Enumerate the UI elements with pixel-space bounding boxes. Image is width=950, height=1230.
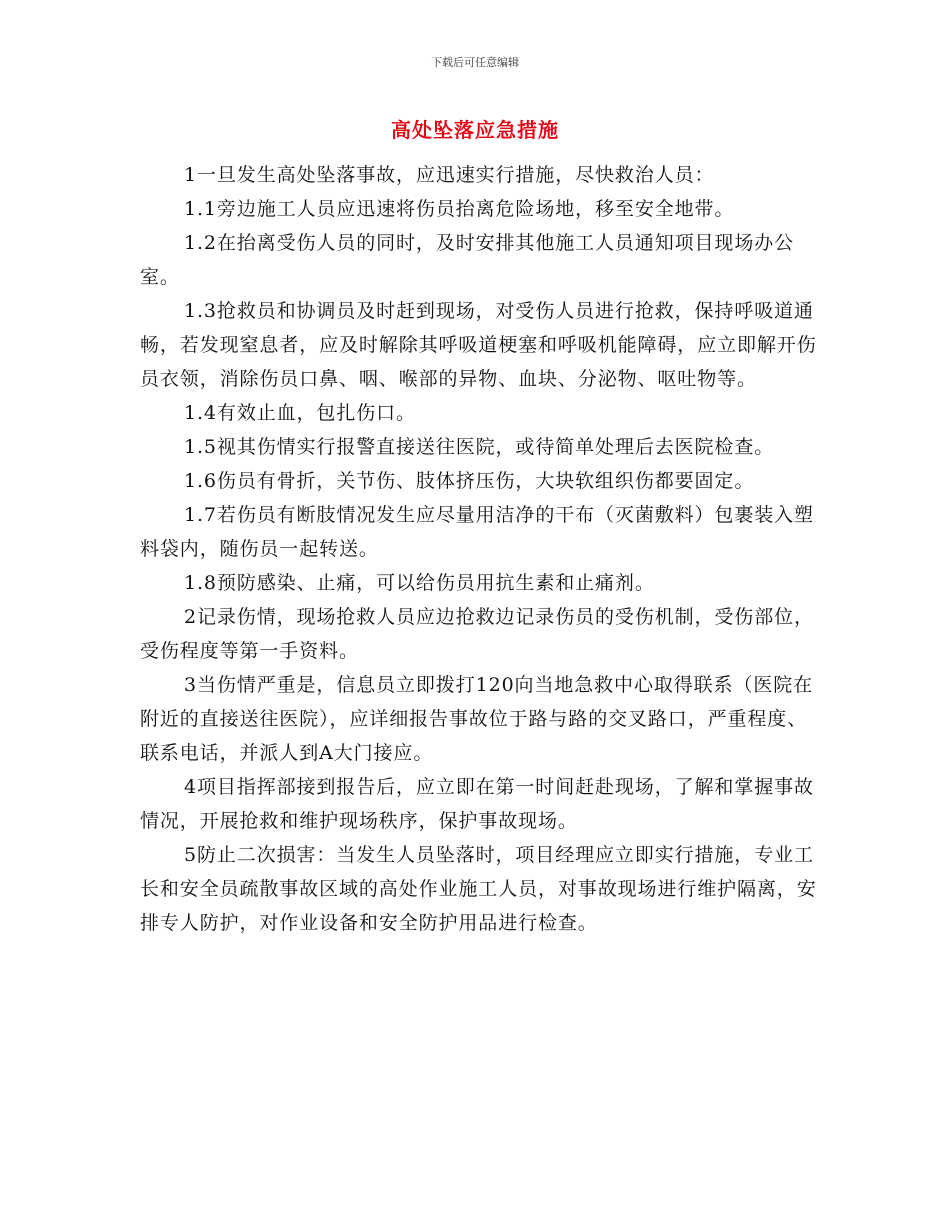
document-body [140,158,820,940]
paragraph: 2记录伤情，现场抢救人员应边抢救边记录伤员的受伤机制，受伤部位，受伤程度等第一手资料。 [140,606,814,662]
paragraph: 3当伤情严重是，信息员立即拨打120向当地急救中心取得联系（医院在附近的直接送往医院），应详细报告事故位于路与路的交叉路口，严重程度、联系电话，并派人到A大门接应。 [140,674,814,764]
paragraph: 5防止二次损害：当发生人员坠落时，项目经理应立即实行措施，专业工长和安全员疏散事故区域的高处作业施工人员，对事故现场进行维护隔离，安排专人防护，对作业设备和安全防护用品进行检查。 [140,844,817,934]
paragraph: 1.2在抬离受伤人员的同时，及时安排其他施工人员通知项目现场办公室。 [140,232,795,288]
paragraph: 1.5视其伤情实行报警直接送往医院，或待简单处理后去医院检查。 [184,436,775,458]
paragraph: 1.7若伤员有断肢情况发生应尽量用洁净的干布（灭菌敷料）包裹装入塑料袋内，随伤员一起转送。 [140,504,814,560]
page-title: 高处坠落应急措施 [391,118,559,142]
paragraph: 1.6伤员有骨折，关节伤、肢体挤压伤，大块软组织伤都要固定。 [184,470,755,492]
paragraph: 1.3抢救员和协调员及时赶到现场，对受伤人员进行抢救，保持呼吸道通畅，若发现窒息者，应及时解除其呼吸道梗塞和呼吸机能障碍，应立即解开伤员衣领，消除伤员口鼻、咽、喉部的异物、血块、分泌物、呕吐物等。 [140,300,817,390]
header-note: 下载后可任意编辑 [431,56,519,69]
paragraph: 1.4有效止血，包扎伤口。 [184,402,416,424]
paragraph: 1一旦发生高处坠落事故，应迅速实行措施，尽快救治人员： [184,164,715,186]
paragraph: 1.8预防感染、止痛，可以给伤员用抗生素和止痛剂。 [184,572,655,594]
paragraph: 1.1旁边施工人员应迅速将伤员抬离危险场地，移至安全地带。 [184,198,735,220]
paragraph: 4项目指挥部接到报告后，应立即在第一时间赶赴现场，了解和掌握事故情况，开展抢救和维护现场秩序，保护事故现场。 [140,776,814,832]
